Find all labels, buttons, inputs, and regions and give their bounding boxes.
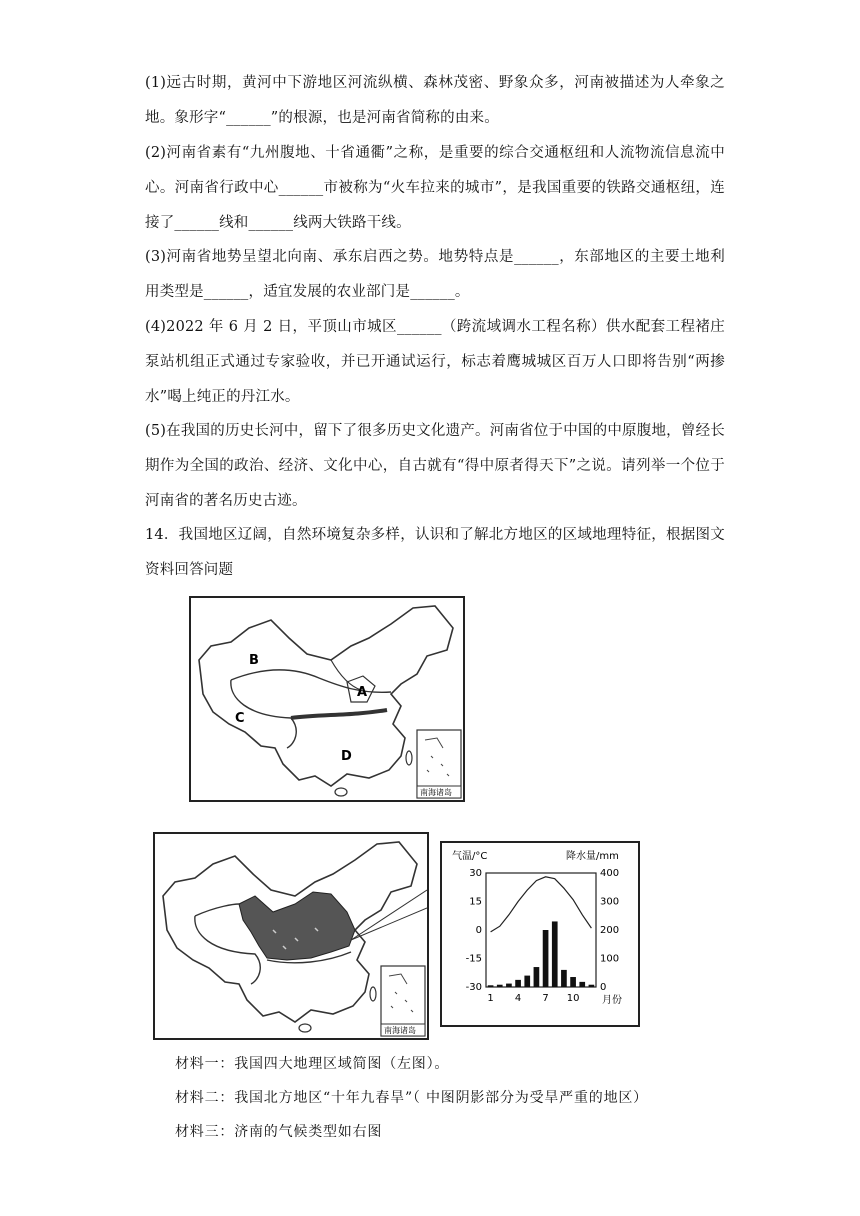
x-tick-label: 1 xyxy=(487,993,494,1004)
plot-frame xyxy=(486,873,596,987)
inset-label-2: 南海诸岛 xyxy=(384,1026,416,1035)
right-axis-label: 降水量/mm xyxy=(566,851,619,862)
precipitation-bar xyxy=(534,967,540,987)
region-label-b: B xyxy=(249,653,259,668)
four-regions-map xyxy=(189,596,465,802)
question-14: 14．我国地区辽阔，自然环境复杂多样，认识和了解北方地区的区域地理特征，根据图文资料回答问题 xyxy=(145,527,725,578)
material-1: 材料一：我国四大地理区域简图（左图）。 xyxy=(175,1056,450,1072)
x-tick-label: 7 xyxy=(542,993,549,1004)
left-tick-label: -15 xyxy=(465,953,482,965)
precipitation-bar xyxy=(497,985,503,987)
right-tick-label: 100 xyxy=(600,953,620,965)
hainan-island xyxy=(335,788,347,796)
question-1: (1)远古时期，黄河中下游地区河流纵横、森林茂密、野象众多，河南被描述为人牵象之地。象形字“______”的根源，也是河南省简称的由来。 xyxy=(145,75,725,126)
left-tick-label: 15 xyxy=(469,896,482,908)
right-tick-label: 200 xyxy=(600,925,620,936)
question-4: (4)2022 年 6 月 2 日，平顶山市城区______（跨流域调水工程名称）供水配套工程褚庄泵站机组正式通过专家验收，并已开通试运行，标志着鹰城城区百万人口即将告别“两掺水”喝上纯正的丹江水。 xyxy=(145,319,725,405)
precipitation-bar xyxy=(552,921,558,987)
x-axis-label: 月份 xyxy=(602,995,622,1006)
region-label-a: A xyxy=(357,685,368,700)
question-2: (2)河南省素有“九州腹地、十省通衢”之称，是重要的综合交通枢纽和人流物流信息流中心。河南省行政中心______市被称为“火车拉来的城市”，是我国重要的铁路交通枢纽，连接了______线和______线两大铁路干线。 xyxy=(145,145,725,231)
jinan-climate-chart xyxy=(440,841,640,1027)
x-tick-label: 10 xyxy=(566,993,580,1004)
left-tick-label: -30 xyxy=(465,982,482,993)
temperature-line xyxy=(491,877,592,932)
precipitation-bar xyxy=(570,977,576,987)
right-tick-label: 300 xyxy=(600,896,620,908)
precipitation-bar xyxy=(488,985,494,987)
drought-area-map xyxy=(153,832,429,1040)
material-2: 材料二：我国北方地区“十年九春旱”（ 中图阴影部分为受旱严重的地区） xyxy=(175,1090,648,1106)
precipitation-bar xyxy=(506,984,512,987)
region-label-d: D xyxy=(341,749,352,764)
taiwan-island xyxy=(406,751,412,765)
question-3: (3)河南省地势呈望北向南、承东启西之势。地势特点是______，东部地区的主要土地利用类型是______，适宜发展的农业部门是______。 xyxy=(145,249,725,300)
precipitation-bar xyxy=(589,985,595,987)
precipitation-bar xyxy=(579,982,585,987)
x-tick-label: 4 xyxy=(514,993,522,1004)
inset-label: 南海诸岛 xyxy=(420,788,452,797)
precipitation-bar xyxy=(561,970,567,987)
right-tick-label: 0 xyxy=(600,982,607,993)
material-3: 材料三：济南的气候类型如右图 xyxy=(175,1124,383,1140)
precipitation-bar xyxy=(543,930,549,987)
left-tick-label: 30 xyxy=(469,868,482,879)
left-tick-label: 0 xyxy=(475,925,482,936)
left-axis-label: 气温/°C xyxy=(452,851,488,862)
precipitation-bar xyxy=(515,980,521,987)
china-outline xyxy=(199,606,453,786)
right-tick-label: 400 xyxy=(600,868,620,879)
precipitation-bar xyxy=(524,976,530,987)
question-5: (5)在我国的历史长河中，留下了很多历史文化遗产。河南省位于中国的中原腹地，曾经长期作为全国的政治、经济、文化中心，自古就有“得中原者得天下”之说。请列举一个位于河南省的著名历史古迹。 xyxy=(145,423,725,509)
region-label-c: C xyxy=(235,711,245,726)
